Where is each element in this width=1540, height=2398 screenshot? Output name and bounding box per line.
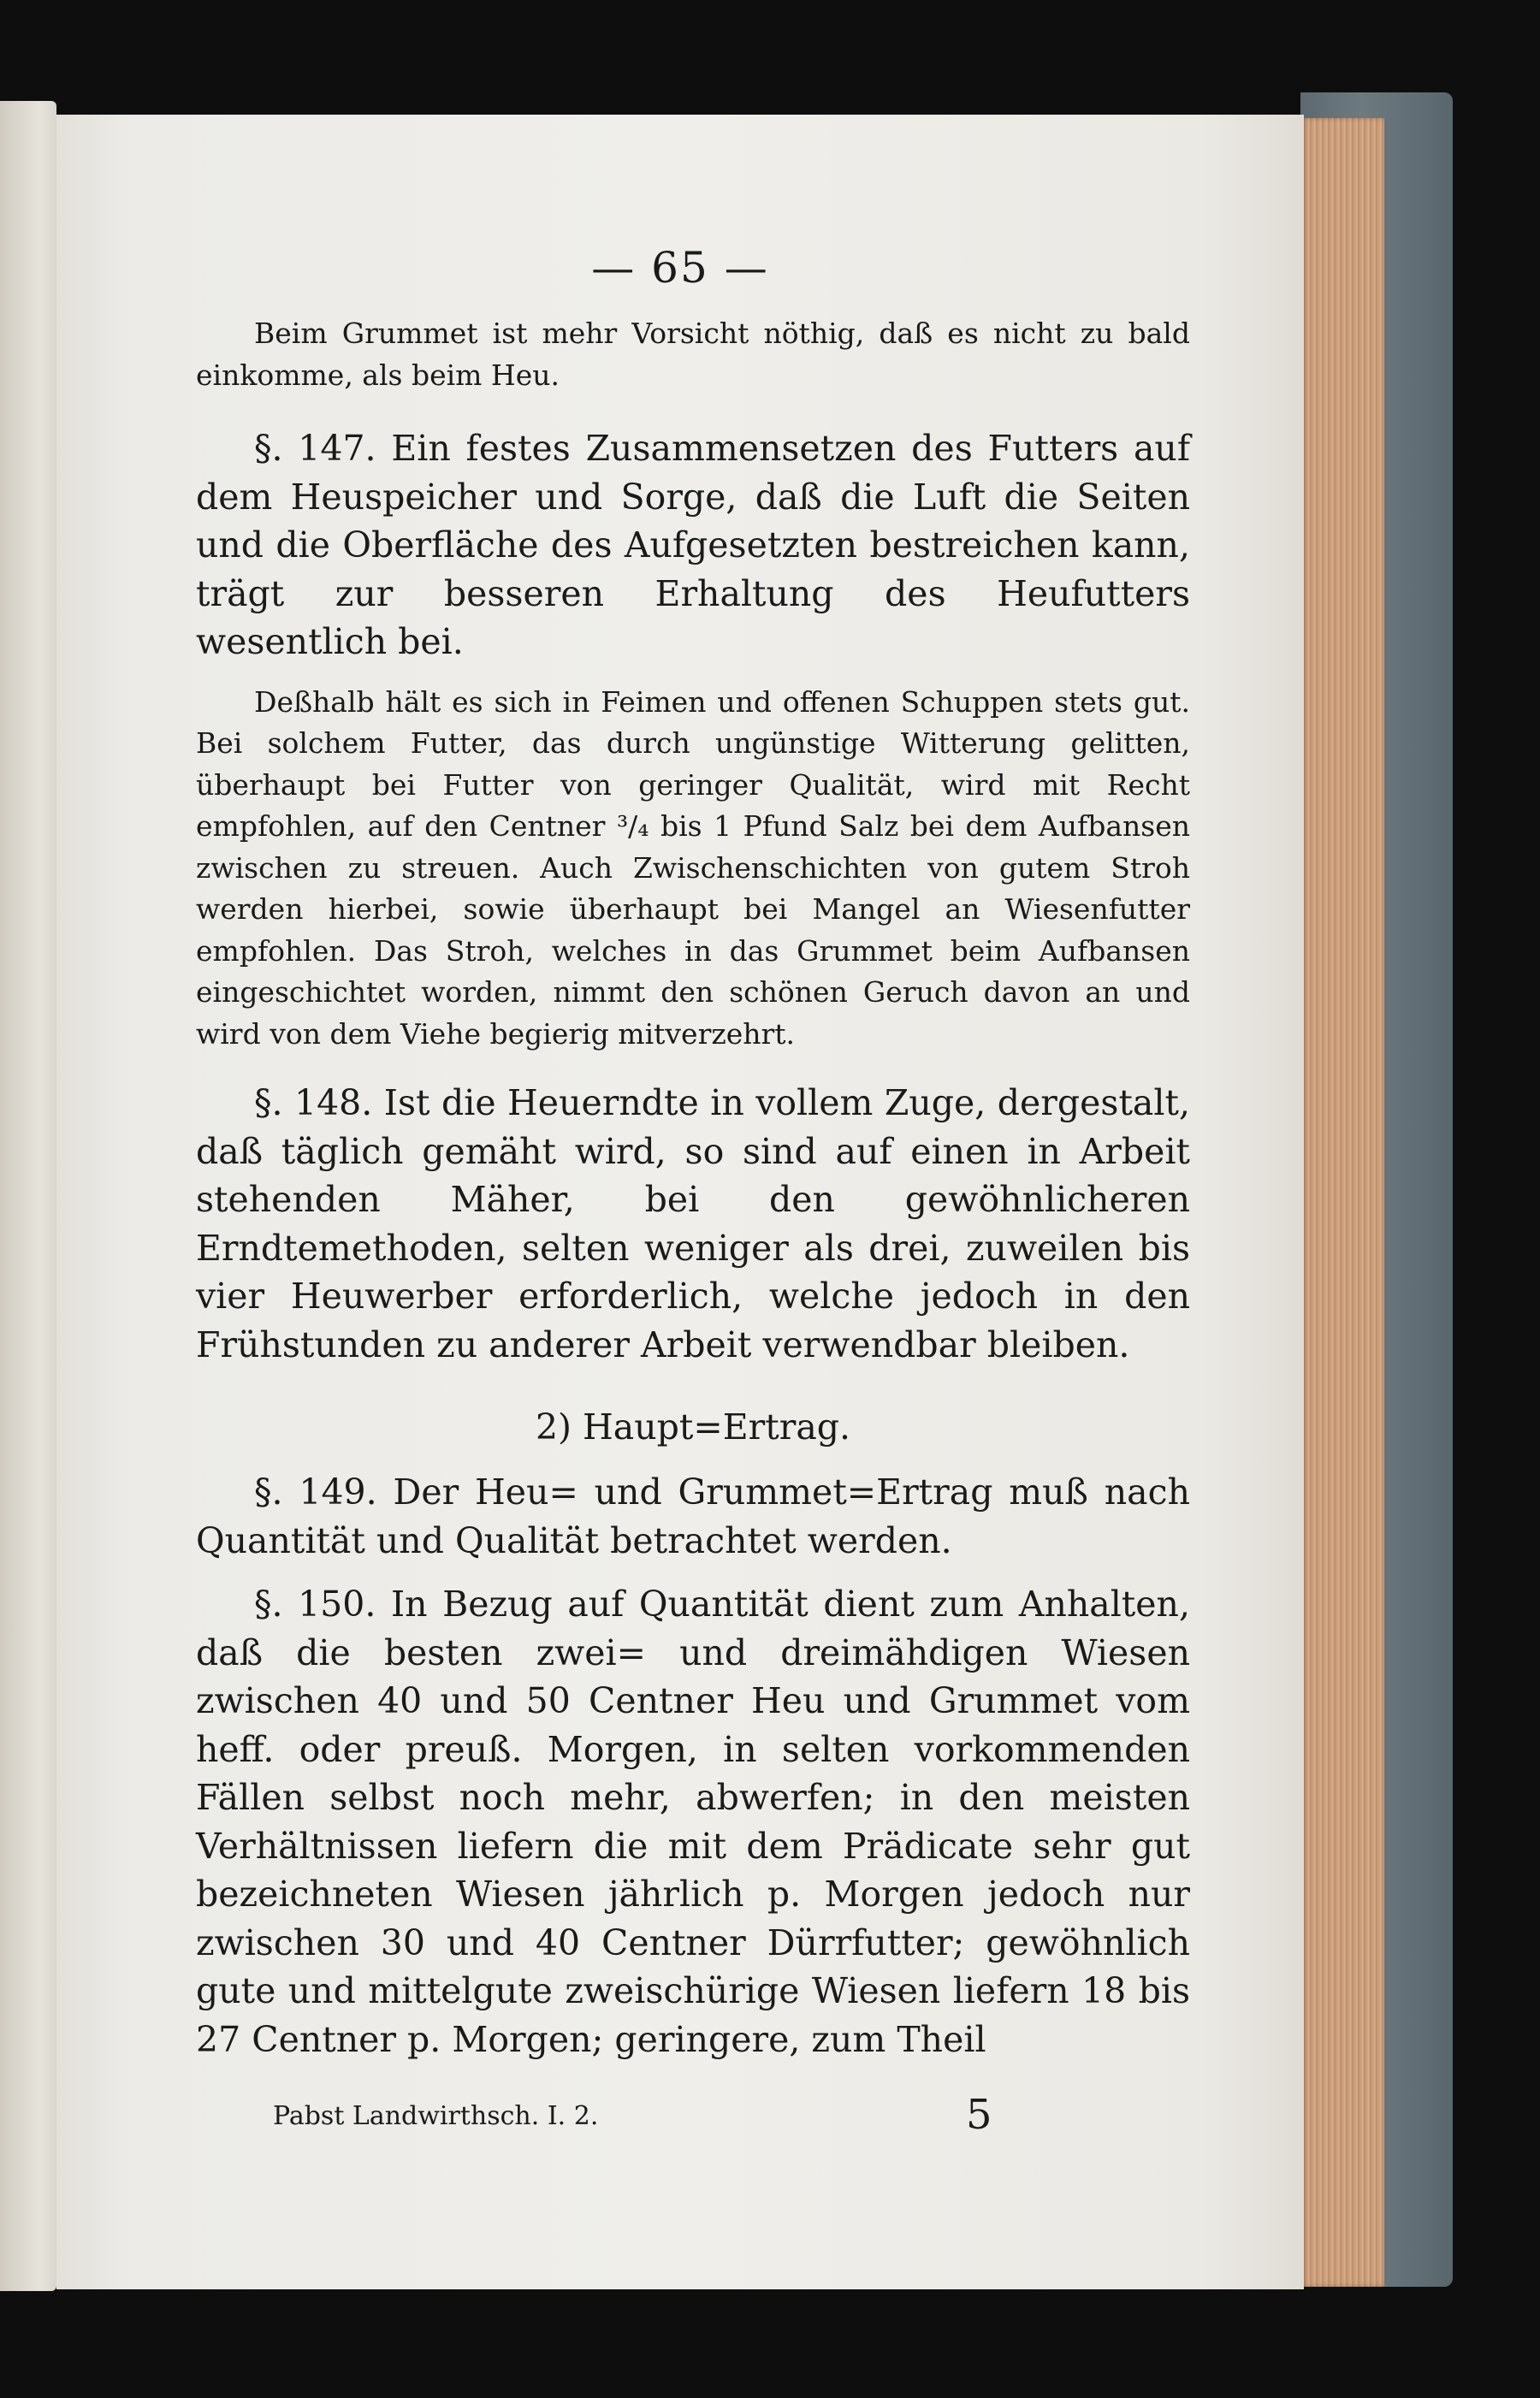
page-body	[196, 313, 1190, 2063]
paragraph-147: §. 147. Ein festes Zusammensetzen des Futters auf dem Heuspeicher und Sorge, daß die Luft die Seiten und die Oberfläche des Aufgesetzten bestreichen kann, trägt zur besseren Erhaltung des Heufutters wesentlich bei.	[196, 428, 1190, 662]
footer-imprint: Pabst Landwirthsch. I. 2.	[273, 2101, 599, 2131]
paragraph-147-note: Deßhalb hält es sich in Feimen und offenen Schuppen stets gut. Bei solchem Futter, das durch ungünstige Witterung gelitten, überhaupt bei Futter von geringer Qualität, wird mit Recht empfohlen, auf den Centner ³/₄ bis 1 Pfund Salz bei dem Aufbansen zwischen zu streuen. Auch Zwischenschichten von gutem Stroh werden hierbei, sowie überhaupt bei Mangel an Wiesenfutter empfohlen. Das Stroh, welches in das Grummet beim Aufbansen eingeschichtet worden, nimmt den schönen Geruch davon an und wird von dem Viehe begierig mitverzehrt.	[196, 684, 1190, 1051]
page-footer	[196, 2091, 1190, 2142]
paragraph-148: §. 148. Ist die Heuerndte in vollem Zuge, dergestalt, daß täglich gemäht wird, so sind auf einen in Arbeit stehenden Mäher, bei den gewöhnlicheren Erndtemethoden, selten weniger als drei, zuweilen bis vier Heuwerber erforderlich, welche jedoch in den Frühstunden zu anderer Arbeit verwendbar bleiben.	[196, 1082, 1190, 1365]
section-heading: 2) Haupt=Ertrag.	[535, 1406, 851, 1448]
signature-mark: 5	[966, 2091, 992, 2139]
paragraph-149: §. 149. Der Heu= und Grummet=Ertrag muß nach Quantität und Qualität betrachtet werden.	[196, 1471, 1190, 1561]
page-edges	[1300, 118, 1384, 2287]
page-number: — 65 —	[591, 243, 769, 293]
paragraph-grummet-note: Beim Grummet ist mehr Vorsicht nöthig, daß es nicht zu bald einkomme, als beim Heu.	[196, 317, 1190, 392]
book-cover-left	[0, 101, 56, 2291]
paragraph-150: §. 150. In Bezug auf Quantität dient zum Anhalten, daß die besten zwei= und dreimähdigen Wiesen zwischen 40 und 50 Centner Heu und Grummet vom heff. oder preuß. Morgen, in selten vorkommenden Fällen selbst noch mehr, abwerfen; in den meisten Verhältnissen liefern die mit dem Prädicate sehr gut bezeichneten Wiesen jährlich p. Morgen jedoch nur zwischen 30 und 40 Centner Dürrfutter; gewöhnlich gute und mittelgute zweischürige Wiesen liefern 18 bis 27 Centner p. Morgen; geringere, zum Theil	[196, 1584, 1190, 2060]
book-page	[56, 115, 1304, 2289]
